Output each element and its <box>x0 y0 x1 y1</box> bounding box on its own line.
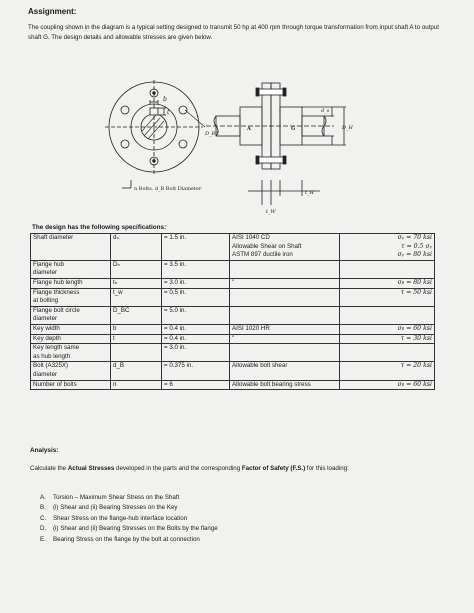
spec-stress: τ = 20 ksi <box>340 362 435 380</box>
spec-name: Key width <box>31 324 111 334</box>
spec-row <box>31 334 435 344</box>
label-dbc: D_BC <box>205 131 220 137</box>
label-t: t <box>167 109 170 116</box>
spec-material: " <box>230 278 340 288</box>
task-list <box>40 493 218 545</box>
spec-stress: τ = 30 ksi <box>340 334 435 344</box>
spec-value: = 3.0 in. <box>162 278 230 288</box>
spec-symbol: Dₕ <box>111 260 162 278</box>
spec-name: Shaft diameter <box>31 234 111 261</box>
spec-name: Flange hub length <box>31 278 111 288</box>
spec-material <box>230 288 340 306</box>
spec-row <box>31 324 435 334</box>
spec-material: " <box>230 334 340 344</box>
analysis-heading: Analysis: <box>30 447 59 454</box>
spec-stress: σᵧ = 70 ksi τ = 0.5 σᵧ σᵧ = 80 ksi <box>340 234 435 261</box>
spec-symbol: dₛ <box>111 234 162 261</box>
figure-caption: n Bolts, d_B Bolt Diameter <box>134 186 202 192</box>
label-g: G <box>291 126 296 132</box>
spec-stress: τ = 50 ksi <box>340 288 435 306</box>
task-item: E. Bearing Stress on the flange by the bolt at connection <box>40 535 200 543</box>
key-shape <box>150 108 158 115</box>
spec-row <box>31 288 435 306</box>
spec-symbol: d_B <box>111 362 162 380</box>
spec-row <box>31 278 435 288</box>
spec-row <box>31 306 435 324</box>
spec-value: = 0.5 in. <box>162 288 230 306</box>
label-ds: d_s <box>321 108 330 114</box>
spec-stress <box>340 260 435 278</box>
label-tw: t_W <box>266 209 276 215</box>
task-item: C. Shear Stress on the flange-hub interface location <box>40 514 188 522</box>
spec-value: = 5.0 in. <box>162 306 230 324</box>
spec-value: = 3.0 in. <box>162 344 230 362</box>
task-item: A. Torsion – Maximum Shear Stress on the Shaft <box>40 494 180 501</box>
spec-value: = 0.4 in. <box>162 334 230 344</box>
spec-symbol: t <box>111 334 162 344</box>
spec-name: Flange thickness at bolting <box>31 288 111 306</box>
spec-symbol <box>111 344 162 362</box>
spec-stress: σᵦ = 80 ksi <box>340 278 435 288</box>
label-th: t_H <box>305 190 314 196</box>
spec-material: Allowable bolt shear <box>230 362 340 380</box>
spec-name: Key depth <box>31 334 111 344</box>
spec-symbol: n <box>111 380 162 390</box>
coupling-diagram <box>0 0 474 230</box>
spec-material: AISI 1040 CD Allowable Shear on Shaft ASTM 897 ductile iron <box>230 234 340 261</box>
spec-material: AISI 1020 HR <box>230 324 340 334</box>
spec-symbol: tₕ <box>111 278 162 288</box>
spec-row <box>31 234 435 261</box>
spec-name: Number of bolts <box>31 380 111 390</box>
spec-value: = 1.5 in. <box>162 234 230 261</box>
spec-stress: σᵦ = 60 ksi <box>340 324 435 334</box>
label-a: A <box>247 126 251 132</box>
analysis-paragraph: Calculate the Actual Stresses developed in the parts and the corresponding Factor of Safety (F.S.) for this loading: <box>30 465 349 472</box>
intro-paragraph: The coupling shown in the diagram is a typical setting designed to transmit 50 hp at 400 rpm through torque transformation from input shaft A to output shaft G. The design details and allowable stresses are given below. <box>28 24 440 41</box>
spec-value: = 6 <box>162 380 230 390</box>
spec-name: Key length same as hub length <box>31 344 111 362</box>
spec-material: Allowable bolt bearing stress <box>230 380 340 390</box>
spec-material <box>230 260 340 278</box>
spec-row <box>31 344 435 362</box>
label-dh: D_H <box>342 125 353 131</box>
spec-row <box>31 260 435 278</box>
assignment-title: Assignment: <box>28 7 77 16</box>
coupling-side-view <box>206 83 346 205</box>
spec-row <box>31 362 435 380</box>
spec-symbol: D_BC <box>111 306 162 324</box>
spec-value: = 0.4 in. <box>162 324 230 334</box>
spec-material <box>230 344 340 362</box>
label-b: b <box>163 96 167 103</box>
spec-stress <box>340 344 435 362</box>
spec-value: = 3.5 in. <box>162 260 230 278</box>
spec-table <box>30 233 435 390</box>
task-item: B. (i) Shear and (ii) Bearing Stresses on the Key <box>40 504 178 512</box>
spec-value: = 0.375 in. <box>162 362 230 380</box>
spec-name: Bolt (A325X) diameter <box>31 362 111 380</box>
spec-stress: σᵦ = 60 ksi <box>340 380 435 390</box>
spec-stress <box>340 306 435 324</box>
spec-material <box>230 306 340 324</box>
spec-heading: The design has the following specifications: <box>32 224 167 231</box>
spec-name: Flange hub diameter <box>31 260 111 278</box>
task-item: D. (i) Shear and (ii) Bearing Stresses on the Bolts by the flange <box>40 525 218 533</box>
spec-row <box>31 380 435 390</box>
spec-symbol: t_w <box>111 288 162 306</box>
spec-symbol: b <box>111 324 162 334</box>
spec-name: Flange bolt circle diameter <box>31 306 111 324</box>
